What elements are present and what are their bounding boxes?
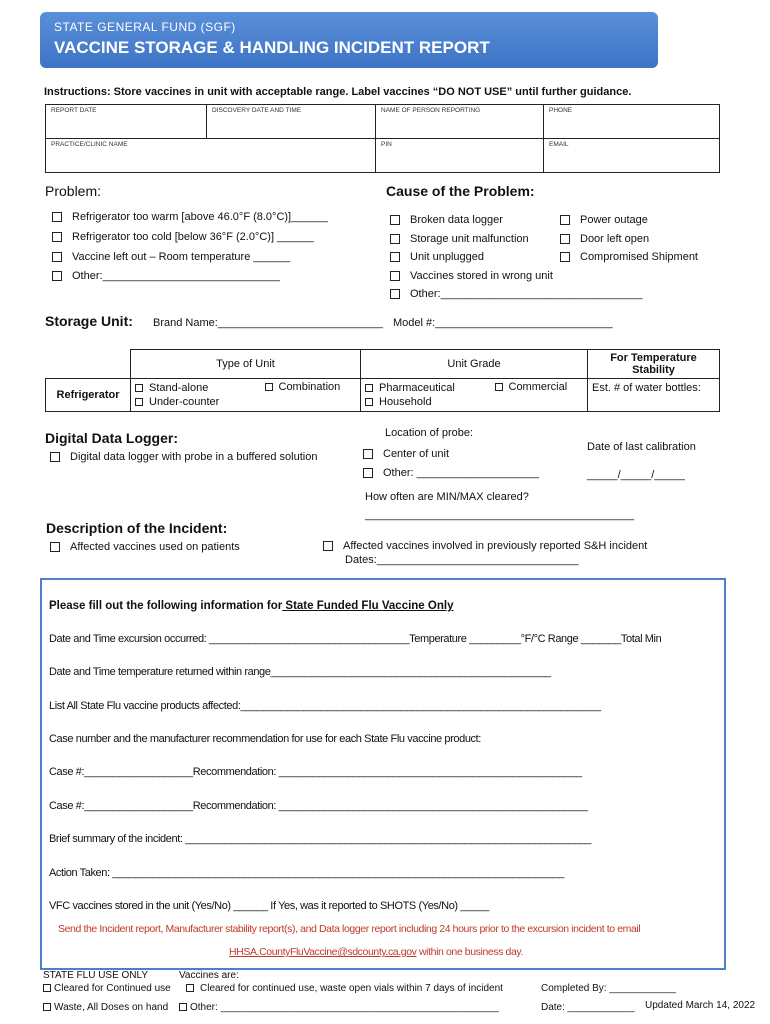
report-date-label: REPORT DATE — [51, 107, 97, 114]
model-field[interactable]: Model #:_____________________________ — [393, 317, 613, 329]
checkbox[interactable] — [560, 234, 570, 244]
checkbox[interactable] — [365, 384, 373, 392]
option-label: Other: __________________________________________________ — [190, 1002, 499, 1013]
calibration-label: Date of last calibration — [587, 441, 696, 453]
page-title: VACCINE STORAGE & HANDLING INCIDENT REPORT — [54, 38, 490, 57]
option-label: Unit unplugged — [410, 251, 485, 263]
returned-line[interactable]: Date and Time temperature returned within range_________________________________________________ — [49, 666, 551, 678]
checkbox[interactable] — [390, 234, 400, 244]
calibration-date-field[interactable]: _____/_____/_____ — [587, 469, 685, 481]
option-label: Stand-alone — [149, 382, 209, 394]
problem-option[interactable] — [52, 270, 280, 282]
option-label: Pharmaceutical — [379, 382, 455, 394]
option-label: Other:_____________________________ — [72, 270, 280, 282]
cleared-option[interactable] — [43, 983, 171, 994]
option-label: Waste, All Doses on hand — [54, 1002, 169, 1013]
case-line-1[interactable]: Case #:___________________Recommendation: _____________________________________________________ — [49, 766, 582, 778]
checkbox[interactable] — [50, 452, 60, 462]
option-label: Cleared for Continued use — [54, 983, 171, 994]
standalone-option[interactable] — [135, 381, 257, 395]
option-label: Storage unit malfunction — [410, 233, 529, 245]
send-email-line — [229, 946, 523, 958]
cause-option[interactable] — [390, 214, 503, 226]
option-label: Vaccine left out – Room temperature ______ — [72, 251, 291, 263]
practice-field[interactable] — [46, 139, 376, 173]
updated-date: Updated March 14, 2022 — [645, 1000, 756, 1011]
unit-table — [45, 349, 720, 412]
phone-field[interactable] — [544, 105, 720, 139]
cause-option[interactable] — [560, 251, 698, 263]
problem-option[interactable] — [52, 251, 290, 263]
cause-heading: Cause of the Problem: — [386, 183, 535, 199]
checkbox[interactable] — [390, 215, 400, 225]
option-label: Vaccines stored in wrong unit — [410, 270, 553, 282]
reporter-name-label: NAME OF PERSON REPORTING — [381, 107, 481, 114]
temperature-label: Temperature _________ — [409, 633, 521, 645]
checkbox[interactable] — [560, 215, 570, 225]
checkbox[interactable] — [52, 212, 62, 222]
probe-center-option[interactable] — [363, 448, 449, 460]
info-fields-table — [45, 104, 720, 173]
checkbox[interactable] — [135, 384, 143, 392]
products-line[interactable]: List All State Flu vaccine products affected:_______________________________________________________________ — [49, 700, 601, 712]
excursion-line[interactable] — [49, 633, 661, 645]
problem-option[interactable] — [52, 211, 328, 223]
email-link[interactable]: HHSA.CountyFluVaccine@sdcounty.ca.gov — [229, 946, 417, 958]
option-label: Household — [379, 396, 432, 408]
combination-option[interactable] — [265, 381, 357, 393]
incident-dates-field[interactable]: Dates:_________________________________ — [345, 554, 579, 566]
option-label: Compromised Shipment — [580, 251, 698, 263]
range-label: °F/°C Range _______Total Min — [520, 633, 662, 645]
option-label: Center of unit — [383, 448, 450, 460]
cause-option[interactable] — [560, 233, 649, 245]
cleared-waste-option[interactable] — [186, 983, 503, 994]
discovery-date-field[interactable] — [207, 105, 376, 139]
checkbox[interactable] — [323, 541, 333, 551]
practice-label: PRACTICE/CLINIC NAME — [51, 141, 128, 148]
cause-option[interactable] — [560, 214, 648, 226]
checkbox[interactable] — [43, 1003, 51, 1011]
checkbox[interactable] — [363, 449, 373, 459]
checkbox[interactable] — [52, 271, 62, 281]
case-line-2[interactable]: Case #:___________________Recommendation: ______________________________________________________ — [49, 800, 588, 812]
summary-line[interactable]: Brief summary of the incident: _______________________________________________________________________ — [49, 833, 592, 845]
date-field[interactable]: Date: ____________ — [541, 1002, 635, 1013]
checkbox[interactable] — [365, 398, 373, 406]
option-label: Affected vaccines involved in previously reported S&H incident — [343, 540, 648, 552]
email-label: EMAIL — [549, 141, 569, 148]
grade-header: Unit Grade — [361, 350, 588, 379]
option-label: Refrigerator too cold [below 36°F (2.0°C)] ______ — [72, 231, 314, 243]
option-label: Other:_________________________________ — [410, 288, 643, 300]
option-label: Digital data logger with probe in a buffered solution — [70, 451, 318, 463]
discovery-date-label: DISCOVERY DATE AND TIME — [212, 107, 302, 114]
checkbox[interactable] — [52, 252, 62, 262]
checkbox[interactable] — [390, 289, 400, 299]
cause-option[interactable] — [390, 270, 553, 282]
action-line[interactable]: Action Taken: _______________________________________________________________________________ — [49, 867, 564, 879]
excursion-label: Date and Time excursion occurred: ___________________________________ — [49, 633, 410, 645]
program-name: STATE GENERAL FUND (SGF) — [54, 20, 236, 34]
logger-heading: Digital Data Logger: — [45, 430, 179, 446]
checkbox[interactable] — [186, 984, 194, 992]
probe-label: Location of probe: — [385, 427, 474, 439]
header-banner — [40, 12, 658, 68]
email-field[interactable] — [544, 139, 720, 173]
send-instructions: Send the Incident report, Manufacturer stability report(s), and Data logger report including 24 hours prior to the excursion incident to email — [58, 923, 641, 935]
option-label: Affected vaccines used on patients — [70, 541, 240, 553]
option-label: Refrigerator too warm [above 46.0°F (8.0°C)]______ — [72, 211, 328, 223]
checkbox[interactable] — [50, 542, 60, 552]
checkbox[interactable] — [390, 252, 400, 262]
checkbox[interactable] — [560, 252, 570, 262]
checkbox[interactable] — [390, 271, 400, 281]
probe-other-option[interactable] — [363, 467, 539, 479]
email-tail: within one business day. — [416, 946, 524, 958]
checkbox[interactable] — [265, 383, 273, 391]
case-instructions: Case number and the manufacturer recommendation for use for each State Flu vaccine product: — [49, 733, 481, 745]
option-label: Cleared for continued use, waste open vials within 7 days of incident — [200, 983, 503, 994]
logger-option[interactable] — [50, 451, 317, 463]
cause-option[interactable] — [390, 233, 529, 245]
type-header: Type of Unit — [131, 350, 361, 379]
incident-option[interactable] — [323, 540, 647, 552]
checkbox[interactable] — [495, 383, 503, 391]
incident-option[interactable] — [50, 541, 240, 553]
waste-option[interactable] — [43, 1002, 168, 1013]
phone-label: PHONE — [549, 107, 573, 114]
option-label: Commercial — [508, 381, 568, 393]
checkbox[interactable] — [363, 468, 373, 478]
commercial-option[interactable] — [495, 381, 584, 393]
state-use-label: STATE FLU USE ONLY — [43, 970, 149, 981]
reporter-name-field[interactable] — [376, 105, 544, 139]
incident-heading: Description of the Incident: — [46, 520, 228, 536]
cause-option[interactable] — [390, 251, 484, 263]
checkbox[interactable] — [179, 1003, 187, 1011]
flu-intro — [49, 600, 453, 612]
problem-option[interactable] — [52, 231, 314, 243]
option-label: Power outage — [580, 214, 648, 226]
option-label: Broken data logger — [410, 214, 503, 226]
option-label: Other: ____________________ — [383, 467, 539, 479]
checkbox[interactable] — [135, 398, 143, 406]
pharma-option[interactable] — [365, 381, 487, 395]
pin-field[interactable] — [376, 139, 544, 173]
vaccines-are-label: Vaccines are: — [179, 970, 239, 981]
completed-by-field[interactable]: Completed By: ____________ — [541, 983, 677, 994]
storage-heading: Storage Unit: — [45, 313, 133, 329]
option-label: Combination — [278, 381, 341, 393]
problem-heading: Problem: — [45, 183, 102, 199]
flu-intro-text: Please fill out the following information for — [49, 600, 283, 612]
brand-name-field[interactable]: Brand Name:___________________________ — [153, 317, 383, 329]
checkbox[interactable] — [52, 232, 62, 242]
checkbox[interactable] — [43, 984, 51, 992]
undercounter-option[interactable] — [135, 395, 257, 409]
flu-intro-underlined: State Funded Flu Vaccine Only — [282, 600, 454, 612]
vfc-line[interactable]: VFC vaccines stored in the unit (Yes/No) ______ If Yes, was it reported to SHOTS (Yes/No) _____ — [49, 900, 489, 912]
empty-cell — [46, 350, 131, 379]
pin-label: PIN — [381, 141, 392, 148]
cause-option[interactable] — [390, 288, 642, 300]
report-date-field[interactable] — [46, 105, 207, 139]
water-bottles-field[interactable]: Est. # of water bottles: — [588, 379, 720, 412]
minmax-field[interactable]: ____________________________________________ — [365, 509, 635, 521]
household-option[interactable] — [365, 395, 487, 409]
other-option[interactable] — [179, 1002, 499, 1013]
option-label: Under-counter — [149, 396, 220, 408]
instructions: Instructions: Store vaccines in unit with acceptable range. Label vaccines “DO NOT USE” until further guidance. — [44, 86, 632, 98]
minmax-label: How often are MIN/MAX cleared? — [365, 491, 529, 503]
option-label: Door left open — [580, 233, 650, 245]
stability-header: For Temperature Stability — [588, 350, 720, 379]
row-label: Refrigerator — [46, 379, 131, 412]
